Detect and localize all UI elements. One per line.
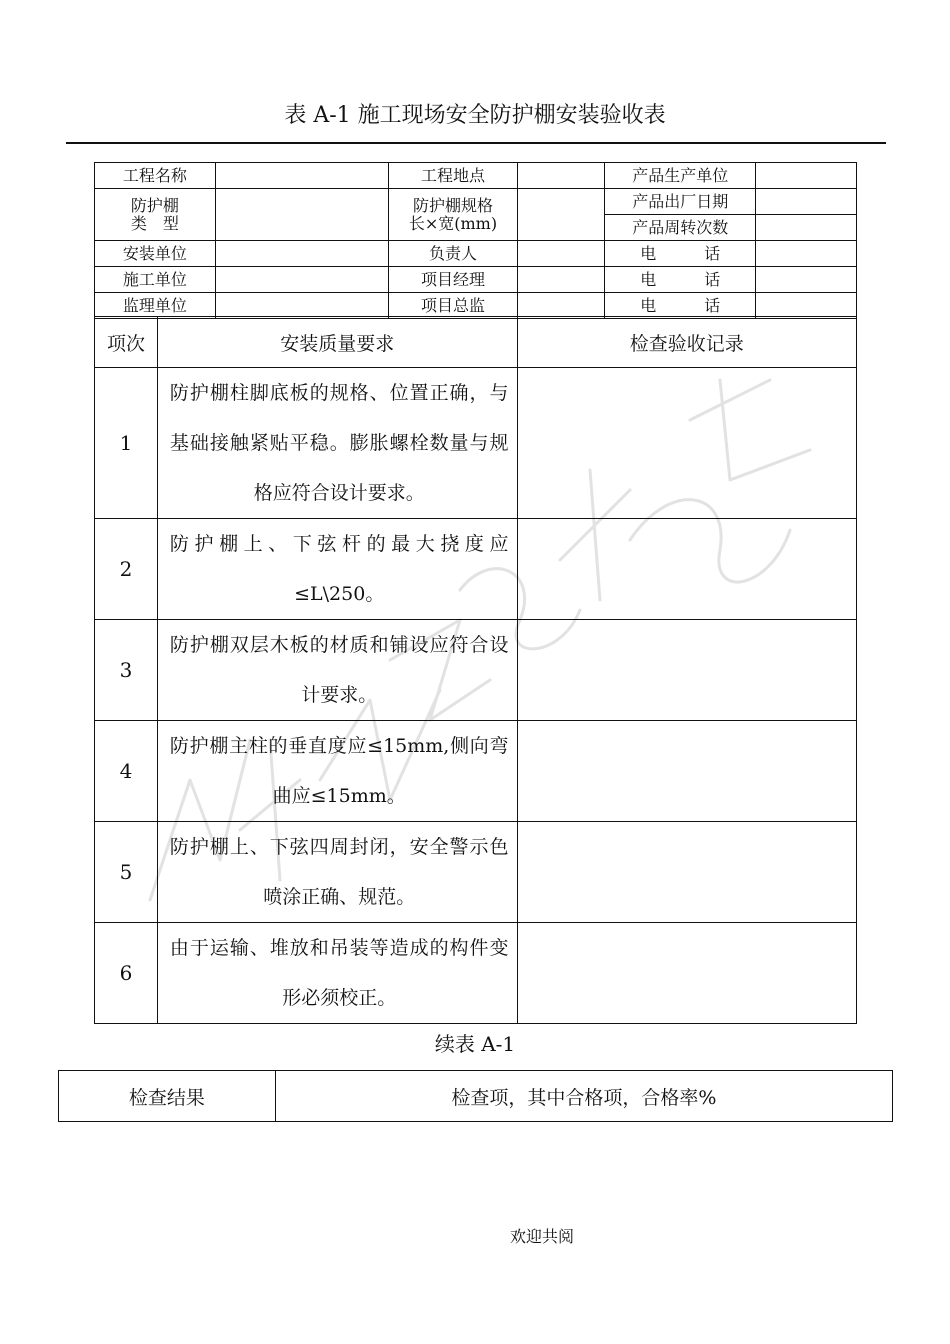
result-value[interactable]: 检查项，其中合格项，合格率% xyxy=(275,1071,892,1122)
field-shed-spec[interactable] xyxy=(518,189,605,241)
item-record-field[interactable] xyxy=(517,519,856,620)
result-table xyxy=(58,1070,893,1122)
label-shed-type xyxy=(95,189,216,241)
item-requirement: 防护棚双层木板的材质和铺设应符合设计要求。 xyxy=(157,620,517,721)
label-project-name: 工程名称 xyxy=(95,163,216,189)
item-requirement: 防护棚柱脚底板的规格、位置正确，与基础接触紧贴平稳。膨胀螺栓数量与规格应符合设计要求。 xyxy=(157,368,517,519)
item-number: 1 xyxy=(95,368,158,519)
field-shed-type[interactable] xyxy=(215,189,388,241)
item-requirement: 防护棚上、下弦杆的最大挠度应≤L\250。 xyxy=(157,519,517,620)
item-requirement: 防护棚主柱的垂直度应≤15mm,侧向弯曲应≤15mm。 xyxy=(157,721,517,822)
label-shed-spec-line2: 长×宽(mm) xyxy=(408,213,498,233)
page-footer: 欢迎共阅 xyxy=(509,1227,574,1246)
item-record-field[interactable] xyxy=(517,721,856,822)
item-number: 6 xyxy=(95,923,158,1024)
table-row xyxy=(95,721,857,822)
label-phone: 电 话 xyxy=(605,267,756,293)
label-project-manager: 项目经理 xyxy=(388,267,518,293)
item-number: 4 xyxy=(95,721,158,822)
item-record-field[interactable] xyxy=(517,620,856,721)
field-supervisor[interactable] xyxy=(215,293,388,319)
label-manufacture-date: 产品出厂日期 xyxy=(605,189,756,215)
result-label: 检查结果 xyxy=(59,1071,276,1122)
label-contractor: 施工单位 xyxy=(95,267,216,293)
header-record: 检查验收记录 xyxy=(517,317,856,368)
label-manufacturer: 产品生产单位 xyxy=(605,163,756,189)
inspection-items-table xyxy=(94,316,857,1024)
label-shed-spec-line1: 防护棚规格 xyxy=(412,195,493,215)
label-phone: 电 话 xyxy=(605,241,756,267)
table-row xyxy=(95,519,857,620)
field-installer-phone[interactable] xyxy=(756,241,857,267)
item-requirement: 防护棚上、下弦四周封闭，安全警示色喷涂正确、规范。 xyxy=(157,822,517,923)
field-chief-supervisor[interactable] xyxy=(518,293,605,319)
field-person-in-charge[interactable] xyxy=(518,241,605,267)
field-contractor[interactable] xyxy=(215,267,388,293)
table-row xyxy=(95,163,857,189)
label-chief-supervisor: 项目总监 xyxy=(388,293,518,319)
field-project-name[interactable] xyxy=(215,163,388,189)
label-supervisor: 监理单位 xyxy=(95,293,216,319)
item-requirement: 由于运输、堆放和吊装等造成的构件变形必须校正。 xyxy=(157,923,517,1024)
table-row xyxy=(95,923,857,1024)
label-person-in-charge: 负责人 xyxy=(388,241,518,267)
field-supervisor-phone[interactable] xyxy=(756,293,857,319)
item-number: 2 xyxy=(95,519,158,620)
header-requirement: 安装质量要求 xyxy=(157,317,517,368)
continued-table-title: 续表 A-1 xyxy=(434,1032,516,1056)
label-shed-spec xyxy=(388,189,518,241)
table-row xyxy=(59,1071,893,1122)
field-manufacturer[interactable] xyxy=(756,163,857,189)
table-row xyxy=(95,620,857,721)
item-record-field[interactable] xyxy=(517,822,856,923)
label-shed-type-line1: 防护棚 xyxy=(130,195,179,215)
item-number: 5 xyxy=(95,822,158,923)
item-record-field[interactable] xyxy=(517,923,856,1024)
page-title: 表 A-1 施工现场安全防护棚安装验收表 xyxy=(284,103,666,128)
table-row xyxy=(95,822,857,923)
label-shed-type-line2: 类 型 xyxy=(130,213,179,233)
label-turnover-count: 产品周转次数 xyxy=(605,215,756,241)
item-record-field[interactable] xyxy=(517,368,856,519)
field-turnover-count[interactable] xyxy=(756,215,857,241)
label-installer: 安装单位 xyxy=(95,241,216,267)
field-contractor-phone[interactable] xyxy=(756,267,857,293)
title-divider xyxy=(66,142,886,144)
table-row xyxy=(95,368,857,519)
field-project-location[interactable] xyxy=(518,163,605,189)
field-project-manager[interactable] xyxy=(518,267,605,293)
table-row xyxy=(95,189,857,215)
item-number: 3 xyxy=(95,620,158,721)
label-project-location: 工程地点 xyxy=(388,163,518,189)
table-header-row xyxy=(95,317,857,368)
table-row xyxy=(95,241,857,267)
project-info-table xyxy=(94,162,857,319)
header-item-no: 项次 xyxy=(95,317,158,368)
table-row xyxy=(95,267,857,293)
table-row xyxy=(95,293,857,319)
field-installer[interactable] xyxy=(215,241,388,267)
field-manufacture-date[interactable] xyxy=(756,189,857,215)
label-phone: 电 话 xyxy=(605,293,756,319)
